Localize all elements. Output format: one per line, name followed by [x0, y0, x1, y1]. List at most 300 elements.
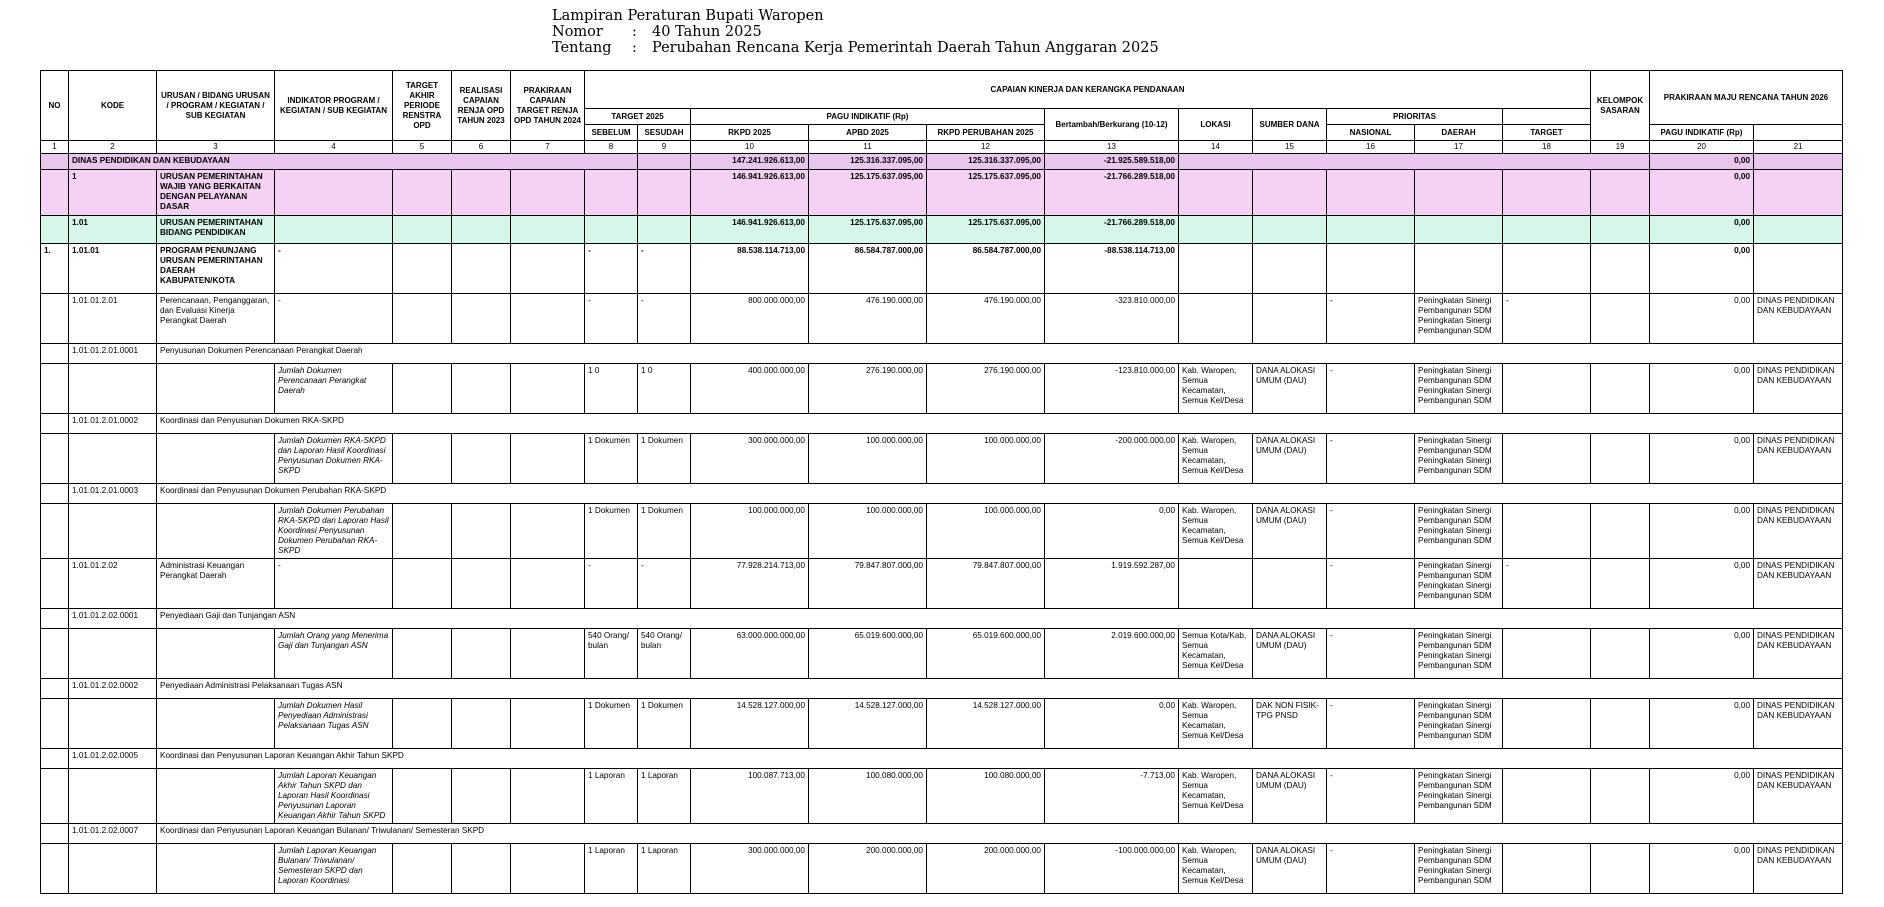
table-row-ind [41, 844, 1843, 894]
row-kelompok: - [1503, 294, 1591, 344]
table-row-ind [41, 364, 1843, 414]
row-indikator: - [275, 294, 393, 344]
row-daerah: Peningkatan Sinergi Pembangunan SDM Peningkatan Sinergi Pembangunan SDM [1415, 434, 1503, 484]
col-daerah: DAERAH [1415, 125, 1503, 141]
row-prakiraan [511, 769, 585, 824]
row-sebelum: 1 Laporan [585, 769, 638, 824]
row-realisasi [452, 434, 511, 484]
table-body [41, 141, 1843, 894]
row-uraian: URUSAN PEMERINTAHAN BIDANG PENDIDIKAN [157, 216, 275, 244]
row-no [41, 609, 69, 629]
row-daerah: Peningkatan Sinergi Pembangunan SDM Peningkatan Sinergi Pembangunan SDM [1415, 364, 1503, 414]
row-rkpd: 88.538.114.713,00 [691, 244, 809, 294]
row-nasional: - [1327, 559, 1415, 609]
row-realisasi [452, 244, 511, 294]
row-apbd: 476.190.000,00 [809, 294, 927, 344]
row-kode [69, 699, 157, 749]
row-realisasi [452, 504, 511, 559]
tentang-value: Perubahan Rencana Kerja Pemerintah Daerah Tahun Anggaran 2025 [652, 40, 1159, 56]
row-target [1591, 504, 1650, 559]
row-apbd: 100.000.000,00 [809, 434, 927, 484]
row-nasional: - [1327, 294, 1415, 344]
row-kode [69, 434, 157, 484]
row-rkpd-perubahan: 100.000.000,00 [927, 504, 1045, 559]
column-number: 7 [511, 141, 585, 154]
col-indikator: INDIKATOR PROGRAM / KEGIATAN / SUB KEGIATAN [275, 71, 393, 141]
header-nomor [552, 24, 1159, 40]
row-pagu-maju: 0,00 [1650, 844, 1754, 894]
col-kelompok: KELOMPOK SASARAN [1591, 71, 1650, 141]
row-pagu-maju: 0,00 [1650, 629, 1754, 679]
row-uraian: PROGRAM PENUNJANG URUSAN PEMERINTAHAN DAERAH KABUPATEN/KOTA [157, 244, 275, 294]
row-target-akhir [393, 504, 452, 559]
row-no [41, 484, 69, 504]
table-row-kegiatan [41, 294, 1843, 344]
row-kelompok [1503, 844, 1591, 894]
row-indikator: Jumlah Laporan Keuangan Akhir Tahun SKPD dan Laporan Hasil Koordinasi Penyusunan Laporan Keuangan Akhir Tahun SKPD [275, 769, 393, 824]
nomor-separator: : [632, 24, 637, 40]
row-nasional: - [1327, 699, 1415, 749]
row-prakiraan [511, 559, 585, 609]
row-sesudah: - [638, 294, 691, 344]
row-bertambah: 0,00 [1045, 504, 1179, 559]
row-sumber: DAK NON FISIK-TPG PNSD [1253, 699, 1327, 749]
row-no [41, 679, 69, 699]
row-pj: DINAS PENDIDIKAN DAN KEBUDAYAAN [1754, 434, 1843, 484]
row-sesudah [638, 170, 691, 216]
row-indikator: Jumlah Dokumen Hasil Penyediaan Administrasi Pelaksanaan Tugas ASN [275, 699, 393, 749]
col-bertambah: Bertambah/Berkurang (10-12) [1045, 109, 1179, 141]
row-kode: 1.01.01.2.02.0001 [69, 609, 157, 629]
row-no [41, 414, 69, 434]
col-nasional: NASIONAL [1327, 125, 1415, 141]
row-sumber: DANA ALOKASI UMUM (DAU) [1253, 844, 1327, 894]
row-sebelum: - [585, 559, 638, 609]
row-sebelum: 1 Dokumen [585, 699, 638, 749]
col-target: TARGET [1503, 125, 1591, 141]
row-lokasi: Kab. Waropen, Semua Kecamatan, Semua Kel/Desa [1179, 844, 1253, 894]
row-target-akhir [393, 844, 452, 894]
row-kode: 1.01.01 [69, 244, 157, 294]
row-realisasi [452, 170, 511, 216]
row-sebelum [585, 216, 638, 244]
row-indikator: Jumlah Laporan Keuangan Bulanan/ Triwulanan/ Semesteran SKPD dan Laporan Koordinasi [275, 844, 393, 894]
row-kelompok [1503, 769, 1591, 824]
column-number: 17 [1415, 141, 1503, 154]
row-sesudah: 1 Dokumen [638, 504, 691, 559]
col-no: NO [41, 71, 69, 141]
row-lokasi [1179, 294, 1253, 344]
table-row-sub [41, 484, 1843, 504]
row-target-akhir [393, 769, 452, 824]
col-pagu: PAGU INDIKATIF (Rp) [691, 109, 1045, 125]
col-target-akhir: TARGET AKHIR PERIODE RENSTRA OPD [393, 71, 452, 141]
row-daerah [1415, 170, 1503, 216]
column-number: 9 [638, 141, 691, 154]
row-target [1591, 629, 1650, 679]
column-number: 14 [1179, 141, 1253, 154]
header-tentang [552, 40, 1159, 56]
row-no [41, 154, 69, 170]
row-pagu-maju: 0,00 [1650, 216, 1754, 244]
row-prakiraan [511, 170, 585, 216]
row-kode: 1 [69, 170, 157, 216]
row-no: 1. [41, 244, 69, 294]
row-target-akhir [393, 434, 452, 484]
row-target [1591, 434, 1650, 484]
row-prakiraan [511, 699, 585, 749]
row-realisasi [452, 294, 511, 344]
table-row-program [41, 244, 1843, 294]
row-no [41, 749, 69, 769]
row-lokasi: Kab. Waropen, Semua Kecamatan, Semua Kel/Desa [1179, 364, 1253, 414]
row-target-akhir [393, 216, 452, 244]
row-indikator: Jumlah Dokumen Perubahan RKA-SKPD dan Laporan Hasil Koordinasi Penyusunan Dokumen Perubahan RKA-SKPD [275, 504, 393, 559]
column-number: 16 [1327, 141, 1415, 154]
row-bertambah: -123.810.000,00 [1045, 364, 1179, 414]
column-number: 8 [585, 141, 638, 154]
column-number: 13 [1045, 141, 1179, 154]
row-uraian [157, 769, 275, 824]
row-uraian [157, 699, 275, 749]
row-apbd: 125.316.337.095,00 [809, 154, 927, 170]
row-rkpd-perubahan: 476.190.000,00 [927, 294, 1045, 344]
row-no [41, 504, 69, 559]
row-rkpd-perubahan: 200.000.000,00 [927, 844, 1045, 894]
row-sebelum: 540 Orang/ bulan [585, 629, 638, 679]
row-rkpd-perubahan: 125.175.637.095,00 [927, 170, 1045, 216]
column-number: 3 [157, 141, 275, 154]
row-kelompok [1503, 699, 1591, 749]
row-nasional: - [1327, 364, 1415, 414]
row-bertambah: -100.000.000,00 [1045, 844, 1179, 894]
row-lokasi: Semua Kota/Kab, Semua Kecamatan, Semua Kel/Desa [1179, 629, 1253, 679]
row-nasional: - [1327, 769, 1415, 824]
table-header [41, 71, 1843, 141]
row-lokasi: Kab. Waropen, Semua Kecamatan, Semua Kel/Desa [1179, 699, 1253, 749]
row-daerah [1415, 244, 1503, 294]
row-rkpd: 146.941.926.613,00 [691, 170, 809, 216]
row-pj: DINAS PENDIDIKAN DAN KEBUDAYAAN [1754, 629, 1843, 679]
col-urusan: URUSAN / BIDANG URUSAN / PROGRAM / KEGIATAN / SUB KEGIATAN [157, 71, 275, 141]
row-kelompok: - [1503, 559, 1591, 609]
row-rkpd-perubahan: 14.528.127.000,00 [927, 699, 1045, 749]
table-row-ind [41, 699, 1843, 749]
row-pj: DINAS PENDIDIKAN DAN KEBUDAYAAN [1754, 699, 1843, 749]
row-sumber [1253, 294, 1327, 344]
row-rkpd: 77.928.214.713,00 [691, 559, 809, 609]
column-number: 2 [69, 141, 157, 154]
row-pagu-maju: 0,00 [1650, 154, 1754, 170]
col-kode: KODE [69, 71, 157, 141]
row-no [41, 559, 69, 609]
row-no [41, 769, 69, 824]
row-kelompok [1503, 434, 1591, 484]
row-rkpd: 300.000.000,00 [691, 844, 809, 894]
row-target-akhir [393, 629, 452, 679]
row-no [41, 629, 69, 679]
col-realisasi: REALISASI CAPAIAN RENJA OPD TAHUN 2023 [452, 71, 511, 141]
row-apbd: 86.584.787.000,00 [809, 244, 927, 294]
row-daerah: Peningkatan Sinergi Pembangunan SDM Peningkatan Sinergi Pembangunan SDM [1415, 769, 1503, 824]
row-kelompok [1503, 629, 1591, 679]
row-uraian [157, 504, 275, 559]
row-daerah: Peningkatan Sinergi Pembangunan SDM Peningkatan Sinergi Pembangunan SDM [1415, 629, 1503, 679]
row-sub-uraian: Penyusunan Dokumen Perencanaan Perangkat Daerah [157, 344, 1843, 364]
row-apbd: 79.847.807.000,00 [809, 559, 927, 609]
column-number: 4 [275, 141, 393, 154]
row-bertambah: -21.766.289.518,00 [1045, 170, 1179, 216]
table-row-kegiatan [41, 559, 1843, 609]
row-bertambah: 2.019.600.000,00 [1045, 629, 1179, 679]
row-sub-uraian: Koordinasi dan Penyusunan Dokumen Perubahan RKA-SKPD [157, 484, 1843, 504]
row-indikator: - [275, 559, 393, 609]
row-no [41, 434, 69, 484]
row-apbd: 65.019.600.000,00 [809, 629, 927, 679]
row-indikator [275, 216, 393, 244]
row-nasional: - [1327, 629, 1415, 679]
col-sesudah: SESUDAH [638, 125, 691, 141]
row-prakiraan [511, 629, 585, 679]
row-kode [69, 844, 157, 894]
row-pj [1754, 244, 1843, 294]
row-sesudah: 1 Laporan [638, 844, 691, 894]
row-sebelum [585, 170, 638, 216]
row-kode: 1.01.01.2.02.0002 [69, 679, 157, 699]
col-capaian: CAPAIAN KINERJA DAN KERANGKA PENDANAAN [585, 71, 1591, 109]
row-sumber [1253, 244, 1327, 294]
row-realisasi [452, 629, 511, 679]
row-rkpd: 400.000.000,00 [691, 364, 809, 414]
row-sumber: DANA ALOKASI UMUM (DAU) [1253, 769, 1327, 824]
row-lokasi [1179, 216, 1253, 244]
row-target [1591, 364, 1650, 414]
row-sumber [1253, 170, 1327, 216]
row-pagu-maju: 0,00 [1650, 170, 1754, 216]
row-apbd: 200.000.000,00 [809, 844, 927, 894]
row-kode: 1.01.01.2.02.0005 [69, 749, 157, 769]
row-kode: 1.01.01.2.01.0003 [69, 484, 157, 504]
row-rkpd: 147.241.926.613,00 [691, 154, 809, 170]
row-target-akhir [393, 699, 452, 749]
col-rkpd-perubahan: RKPD PERUBAHAN 2025 [927, 125, 1045, 141]
column-number: 1 [41, 141, 69, 154]
row-daerah: Peningkatan Sinergi Pembangunan SDM Peningkatan Sinergi Pembangunan SDM [1415, 844, 1503, 894]
table-row-sub [41, 824, 1843, 844]
table-row-ind [41, 769, 1843, 824]
row-lokasi: Kab. Waropen, Semua Kecamatan, Semua Kel/Desa [1179, 504, 1253, 559]
row-sub-uraian: Koordinasi dan Penyusunan Laporan Keuangan Akhir Tahun SKPD [157, 749, 1843, 769]
row-rkpd-perubahan: 125.316.337.095,00 [927, 154, 1045, 170]
row-sesudah: 1 Dokumen [638, 434, 691, 484]
row-sumber [1253, 559, 1327, 609]
row-daerah [1415, 216, 1503, 244]
row-sesudah: 1 Laporan [638, 769, 691, 824]
row-realisasi [452, 559, 511, 609]
col-target-2025: TARGET 2025 [585, 109, 691, 125]
table-row-ind [41, 434, 1843, 484]
row-target [1591, 294, 1650, 344]
row-kode [69, 769, 157, 824]
row-pagu-maju: 0,00 [1650, 769, 1754, 824]
row-sumber [1253, 216, 1327, 244]
row-prakiraan [511, 504, 585, 559]
row-sub-uraian: Koordinasi dan Penyusunan Laporan Keuangan Bulanan/ Triwulanan/ Semesteran SKPD [157, 824, 1843, 844]
row-pagu-maju: 0,00 [1650, 294, 1754, 344]
row-realisasi [452, 216, 511, 244]
row-target [1591, 216, 1650, 244]
col-rkpd: RKPD 2025 [691, 125, 809, 141]
row-nasional [1327, 170, 1415, 216]
col-prioritas: PRIORITAS [1327, 109, 1503, 125]
col-lokasi: LOKASI [1179, 109, 1253, 141]
row-uraian: Administrasi Keuangan Perangkat Daerah [157, 559, 275, 609]
row-kelompok [1503, 364, 1591, 414]
row-sebelum: 1 Dokumen [585, 434, 638, 484]
row-sesudah: 1 0 [638, 364, 691, 414]
row-rkpd: 14.528.127.000,00 [691, 699, 809, 749]
row-rkpd-perubahan: 100.000.000,00 [927, 434, 1045, 484]
row-prakiraan [511, 434, 585, 484]
table-row-ind [41, 629, 1843, 679]
row-apbd: 14.528.127.000,00 [809, 699, 927, 749]
row-sub-uraian: Penyediaan Gaji dan Tunjangan ASN [157, 609, 1843, 629]
col-apbd: APBD 2025 [809, 125, 927, 141]
table-row-sub [41, 749, 1843, 769]
row-indikator: Jumlah Orang yang Menerima Gaji dan Tunjangan ASN [275, 629, 393, 679]
row-kode [69, 504, 157, 559]
row-uraian [157, 629, 275, 679]
row-kode [69, 364, 157, 414]
row-sesudah [638, 154, 691, 170]
table-row-sub [41, 414, 1843, 434]
nomor-label: Nomor [552, 24, 603, 40]
row-sesudah: 540 Orang/ bulan [638, 629, 691, 679]
row-kode: 1.01.01.2.01.0002 [69, 414, 157, 434]
row-nasional [1327, 216, 1415, 244]
row-bertambah: 0,00 [1045, 699, 1179, 749]
row-apbd: 276.190.000,00 [809, 364, 927, 414]
nomor-value: 40 Tahun 2025 [652, 24, 762, 40]
row-rkpd: 800.000.000,00 [691, 294, 809, 344]
row-realisasi [452, 844, 511, 894]
row-sebelum: 1 Laporan [585, 844, 638, 894]
row-kode: 1.01.01.2.01 [69, 294, 157, 344]
row-rkpd-perubahan: 125.175.637.095,00 [927, 216, 1045, 244]
row-pagu-maju: 0,00 [1650, 699, 1754, 749]
row-daerah: Peningkatan Sinergi Pembangunan SDM Peningkatan Sinergi Pembangunan SDM [1415, 559, 1503, 609]
row-sesudah: - [638, 559, 691, 609]
row-no [41, 170, 69, 216]
row-nasional: - [1327, 434, 1415, 484]
row-sub-uraian: Koordinasi dan Penyusunan Dokumen RKA-SKPD [157, 414, 1843, 434]
col-pagu-maju: PAGU INDIKATIF (Rp) [1650, 125, 1754, 141]
row-apbd: 100.080.000,00 [809, 769, 927, 824]
row-pagu-maju: 0,00 [1650, 244, 1754, 294]
row-sumber: DANA ALOKASI UMUM (DAU) [1253, 629, 1327, 679]
row-nasional: - [1327, 844, 1415, 894]
row-kode: 1.01.01.2.02.0007 [69, 824, 157, 844]
row-lokasi: Kab. Waropen, Semua Kecamatan, Semua Kel/Desa [1179, 434, 1253, 484]
row-pj: DINAS PENDIDIKAN DAN KEBUDAYAAN [1754, 294, 1843, 344]
row-kode: 1.01.01.2.02 [69, 559, 157, 609]
row-no [41, 344, 69, 364]
row-rkpd-perubahan: 79.847.807.000,00 [927, 559, 1045, 609]
row-pagu-maju: 0,00 [1650, 364, 1754, 414]
row-bertambah: -200.000.000,00 [1045, 434, 1179, 484]
row-realisasi [452, 364, 511, 414]
row-apbd: 125.175.637.095,00 [809, 170, 927, 216]
table-row-bidang [41, 216, 1843, 244]
column-number: 5 [393, 141, 452, 154]
row-kode: 1.01.01.2.01.0001 [69, 344, 157, 364]
row-uraian [157, 434, 275, 484]
renja-table [40, 70, 1843, 894]
col-sebelum: SEBELUM [585, 125, 638, 141]
header-line-1: Lampiran Peraturan Bupati Waropen [552, 8, 824, 24]
row-empty [1179, 154, 1650, 170]
row-no [41, 294, 69, 344]
row-kelompok [1503, 504, 1591, 559]
tentang-label: Tentang [552, 40, 612, 56]
row-rkpd-perubahan: 86.584.787.000,00 [927, 244, 1045, 294]
row-pagu-maju: 0,00 [1650, 434, 1754, 484]
column-number: 19 [1591, 141, 1650, 154]
column-number: 12 [927, 141, 1045, 154]
row-pj [1754, 154, 1843, 170]
col-sumber: SUMBER DANA [1253, 109, 1327, 141]
row-bertambah: -21.766.289.518,00 [1045, 216, 1179, 244]
row-rkpd: 146.941.926.613,00 [691, 216, 809, 244]
row-uraian [157, 844, 275, 894]
table-row-ind [41, 504, 1843, 559]
col-prakiraan: PRAKIRAAN CAPAIAN TARGET RENJA OPD TAHUN 2024 [511, 71, 585, 141]
row-lokasi [1179, 170, 1253, 216]
row-target [1591, 244, 1650, 294]
row-sebelum: - [585, 244, 638, 294]
row-pj: DINAS PENDIDIKAN DAN KEBUDAYAAN [1754, 559, 1843, 609]
row-prakiraan [511, 244, 585, 294]
row-sebelum: - [585, 294, 638, 344]
row-pj: DINAS PENDIDIKAN DAN KEBUDAYAAN [1754, 364, 1843, 414]
row-pj [1754, 170, 1843, 216]
row-sesudah: 1 Dokumen [638, 699, 691, 749]
tentang-separator: : [632, 40, 637, 56]
row-sub-uraian: Penyediaan Administrasi Pelaksanaan Tugas ASN [157, 679, 1843, 699]
row-sumber: DANA ALOKASI UMUM (DAU) [1253, 434, 1327, 484]
row-no [41, 824, 69, 844]
row-target [1591, 769, 1650, 824]
row-prakiraan [511, 844, 585, 894]
row-kelompok [1503, 216, 1591, 244]
row-prakiraan [511, 294, 585, 344]
row-daerah: Peningkatan Sinergi Pembangunan SDM Peningkatan Sinergi Pembangunan SDM [1415, 294, 1503, 344]
row-apbd: 125.175.637.095,00 [809, 216, 927, 244]
row-sebelum: 1 Dokumen [585, 504, 638, 559]
row-target-akhir [393, 244, 452, 294]
row-target-akhir [393, 170, 452, 216]
table-row-dinas [41, 154, 1843, 170]
row-indikator: Jumlah Dokumen Perencanaan Perangkat Daerah [275, 364, 393, 414]
row-uraian: URUSAN PEMERINTAHAN WAJIB YANG BERKAITAN DENGAN PELAYANAN DASAR [157, 170, 275, 216]
row-pagu-maju: 0,00 [1650, 504, 1754, 559]
column-number: 11 [809, 141, 927, 154]
row-nasional: - [1327, 504, 1415, 559]
row-realisasi [452, 699, 511, 749]
row-pj: DINAS PENDIDIKAN DAN KEBUDAYAAN [1754, 769, 1843, 824]
row-target [1591, 170, 1650, 216]
document-header [552, 8, 1159, 56]
